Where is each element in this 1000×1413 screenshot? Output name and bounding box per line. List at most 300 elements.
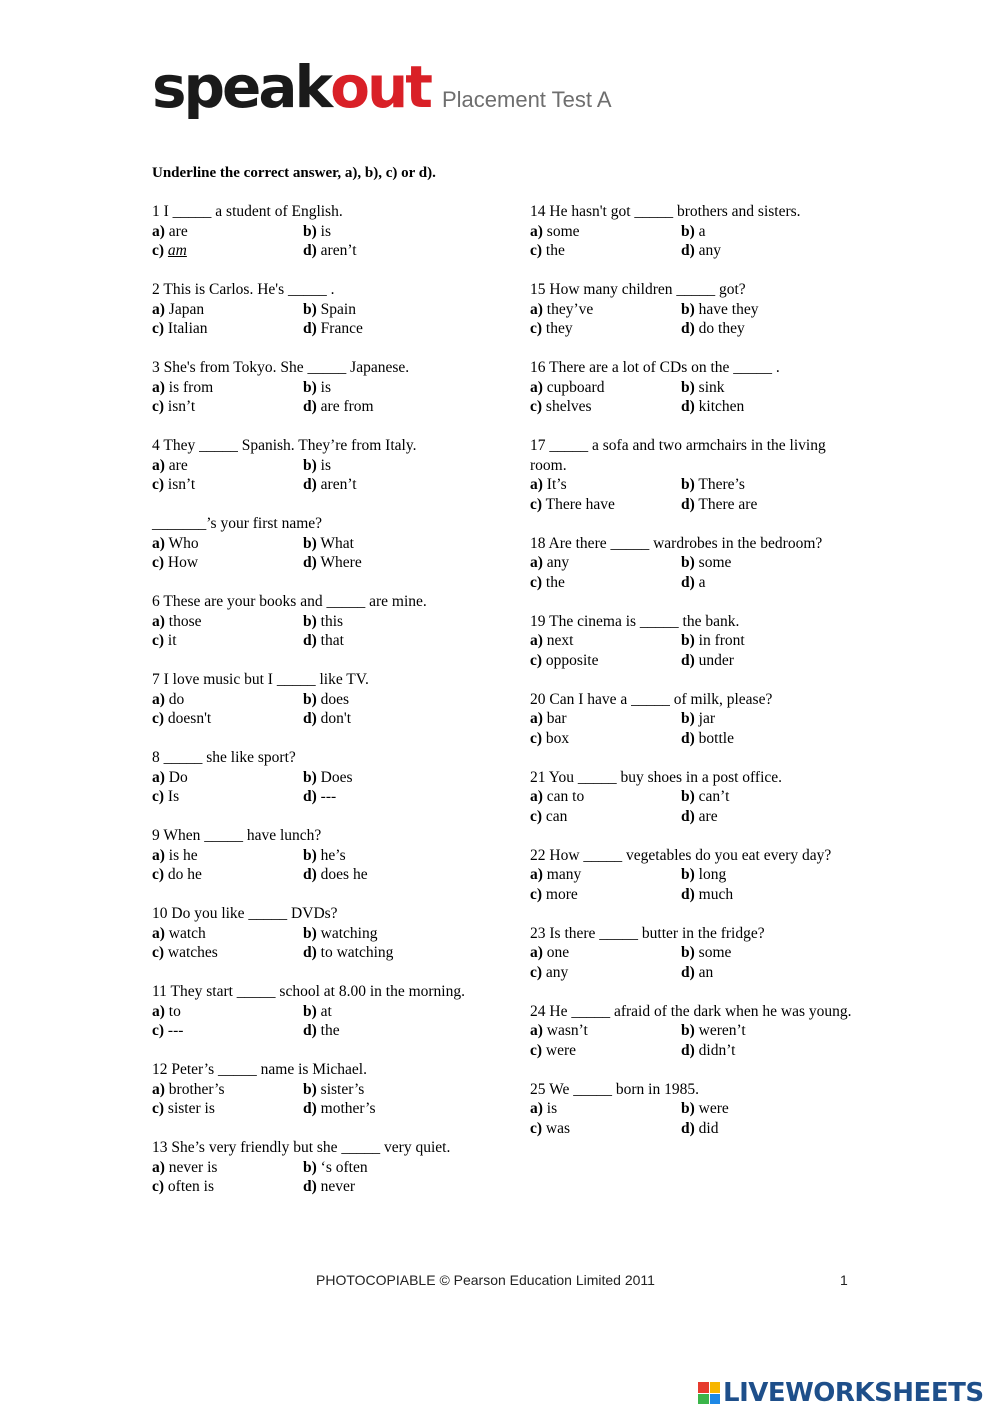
answer-option[interactable] bbox=[152, 690, 303, 710]
question-block bbox=[530, 534, 860, 593]
options-row bbox=[152, 1080, 482, 1100]
options-row bbox=[530, 241, 860, 261]
answer-option[interactable] bbox=[152, 553, 303, 573]
option-letter: b) bbox=[303, 846, 317, 864]
option-letter: d) bbox=[681, 495, 695, 513]
answer-option[interactable] bbox=[530, 573, 681, 593]
options-row bbox=[530, 631, 860, 651]
answer-option[interactable] bbox=[530, 475, 681, 495]
option-text: isn’t bbox=[167, 476, 196, 493]
option-text: There’s bbox=[698, 476, 745, 493]
answer-option[interactable] bbox=[530, 807, 681, 827]
answer-option[interactable] bbox=[681, 807, 832, 827]
option-text: There are bbox=[698, 495, 758, 513]
question-block bbox=[152, 748, 482, 807]
question-block bbox=[530, 768, 860, 827]
option-letter: d) bbox=[303, 632, 317, 649]
option-letter: a) bbox=[152, 768, 165, 786]
question-block bbox=[152, 280, 482, 339]
option-text: that bbox=[320, 632, 344, 649]
answer-option[interactable] bbox=[303, 787, 454, 807]
answer-option[interactable] bbox=[152, 865, 303, 885]
option-letter: d) bbox=[681, 1119, 695, 1137]
answer-option[interactable] bbox=[152, 1002, 303, 1022]
answer-option[interactable] bbox=[530, 885, 681, 905]
options-row bbox=[152, 300, 482, 320]
question-block bbox=[530, 1080, 860, 1139]
option-letter: b) bbox=[303, 300, 317, 318]
option-letter: b) bbox=[681, 378, 695, 396]
answer-option[interactable] bbox=[530, 1099, 681, 1119]
answer-option[interactable] bbox=[303, 924, 454, 944]
question-text: 2 This is Carlos. He's _____ . bbox=[152, 281, 335, 298]
question-block bbox=[152, 826, 482, 885]
options-row bbox=[530, 553, 860, 573]
question-block bbox=[530, 280, 860, 339]
answer-option[interactable] bbox=[303, 397, 454, 417]
answer-option[interactable] bbox=[681, 319, 832, 339]
answer-option[interactable] bbox=[530, 1041, 681, 1061]
option-letter: a) bbox=[530, 222, 543, 240]
answer-option[interactable] bbox=[530, 319, 681, 339]
options-row bbox=[530, 651, 860, 671]
options-row bbox=[530, 1099, 860, 1119]
option-text: the bbox=[320, 1022, 340, 1039]
option-letter: c) bbox=[152, 632, 165, 649]
option-letter: c) bbox=[530, 398, 543, 415]
option-letter: b) bbox=[681, 632, 695, 649]
answer-option[interactable] bbox=[530, 729, 681, 749]
option-letter: c) bbox=[530, 320, 543, 337]
option-letter: a) bbox=[152, 378, 165, 396]
answer-option[interactable] bbox=[681, 475, 832, 495]
answer-option[interactable] bbox=[681, 943, 832, 963]
option-letter: a) bbox=[530, 788, 543, 805]
test-subtitle: Placement Test A bbox=[441, 87, 612, 112]
option-letter: c) bbox=[152, 710, 165, 727]
options-row bbox=[152, 1021, 482, 1041]
answer-option[interactable] bbox=[152, 300, 303, 320]
question-text: 15 How many children _____ got? bbox=[530, 281, 746, 298]
option-letter: a) bbox=[152, 1080, 165, 1098]
option-letter: b) bbox=[681, 788, 695, 805]
question-text: 22 How _____ vegetables do you eat every day? bbox=[530, 846, 832, 864]
answer-option[interactable] bbox=[303, 631, 454, 651]
answer-option[interactable] bbox=[530, 865, 681, 885]
answer-option[interactable] bbox=[681, 1099, 832, 1119]
option-text: the bbox=[545, 242, 565, 259]
option-text: long bbox=[698, 866, 727, 883]
footer-copyright: PHOTOCOPIABLE © Pearson Education Limited 2011 bbox=[316, 1272, 655, 1288]
option-text: --- bbox=[167, 1022, 184, 1039]
answer-option[interactable] bbox=[530, 378, 681, 398]
option-text: is bbox=[546, 1100, 558, 1117]
answer-option[interactable] bbox=[530, 631, 681, 651]
option-letter: c) bbox=[530, 1041, 543, 1059]
options-row bbox=[530, 1021, 860, 1041]
question-text: 21 You _____ buy shoes in a post office. bbox=[530, 768, 783, 786]
brand-out: out bbox=[330, 53, 430, 121]
options-row bbox=[152, 241, 482, 261]
option-text: to bbox=[168, 1002, 181, 1020]
answer-option[interactable] bbox=[303, 475, 454, 495]
question-block bbox=[530, 358, 860, 417]
answer-option[interactable] bbox=[303, 846, 454, 866]
answer-option[interactable] bbox=[530, 1119, 681, 1139]
option-text: opposite bbox=[545, 651, 599, 669]
option-text: they’ve bbox=[546, 300, 594, 318]
options-row bbox=[152, 865, 482, 885]
answer-option[interactable] bbox=[681, 1041, 832, 1061]
answer-option[interactable] bbox=[152, 241, 303, 261]
options-row bbox=[152, 456, 482, 476]
answer-option[interactable] bbox=[303, 319, 454, 339]
answer-option[interactable] bbox=[681, 963, 832, 983]
option-text: a bbox=[698, 222, 706, 240]
option-text: There have bbox=[545, 495, 615, 513]
answer-option[interactable] bbox=[303, 1177, 454, 1197]
answer-option[interactable] bbox=[681, 222, 832, 242]
answer-option[interactable] bbox=[152, 709, 303, 729]
option-letter: b) bbox=[303, 1158, 317, 1176]
options-row bbox=[530, 573, 860, 593]
option-text: to watching bbox=[320, 944, 394, 961]
option-text: have they bbox=[698, 300, 759, 318]
answer-option[interactable] bbox=[152, 787, 303, 807]
question-block bbox=[530, 436, 860, 514]
answer-option[interactable] bbox=[681, 573, 832, 593]
option-letter: b) bbox=[303, 1002, 317, 1020]
option-text: are from bbox=[320, 398, 374, 415]
options-row bbox=[152, 553, 482, 573]
answer-option[interactable] bbox=[303, 1080, 454, 1100]
answer-option[interactable] bbox=[681, 729, 832, 749]
question-text: _______’s your first name? bbox=[152, 515, 323, 532]
option-letter: d) bbox=[303, 788, 317, 805]
answer-option[interactable] bbox=[303, 1158, 454, 1178]
option-letter: d) bbox=[303, 944, 317, 961]
option-text: watches bbox=[167, 944, 218, 961]
option-letter: a) bbox=[530, 300, 543, 318]
option-text: those bbox=[168, 612, 202, 630]
answer-option[interactable] bbox=[303, 222, 454, 242]
option-text: many bbox=[546, 866, 582, 883]
option-text: bar bbox=[546, 710, 567, 727]
answer-option[interactable] bbox=[152, 1177, 303, 1197]
option-letter: a) bbox=[530, 944, 543, 961]
option-text: Do bbox=[168, 768, 188, 786]
option-letter: a) bbox=[152, 300, 165, 318]
answer-option[interactable] bbox=[303, 768, 454, 788]
option-letter: b) bbox=[681, 1022, 695, 1039]
option-letter: d) bbox=[681, 320, 695, 337]
option-text: the bbox=[545, 573, 565, 591]
option-text: this bbox=[320, 612, 344, 630]
option-letter: c) bbox=[530, 729, 543, 747]
answer-option[interactable] bbox=[152, 456, 303, 476]
answer-option[interactable] bbox=[152, 1021, 303, 1041]
option-letter: a) bbox=[530, 1100, 543, 1117]
option-letter: c) bbox=[530, 651, 543, 669]
option-letter: d) bbox=[303, 476, 317, 493]
option-text: kitchen bbox=[698, 398, 745, 415]
option-letter: a) bbox=[530, 866, 543, 883]
answer-option[interactable] bbox=[681, 651, 832, 671]
answer-option[interactable] bbox=[303, 612, 454, 632]
answer-option[interactable] bbox=[681, 553, 832, 573]
answer-option[interactable] bbox=[303, 1099, 454, 1119]
answer-option[interactable] bbox=[681, 631, 832, 651]
option-text: some bbox=[698, 944, 732, 961]
answer-option[interactable] bbox=[530, 1021, 681, 1041]
option-letter: c) bbox=[152, 476, 165, 493]
option-text: Does bbox=[320, 768, 353, 786]
option-text: watching bbox=[320, 924, 378, 942]
option-letter: a) bbox=[152, 1002, 165, 1020]
answer-option[interactable] bbox=[681, 397, 832, 417]
answer-option[interactable] bbox=[303, 1021, 454, 1041]
question-text: 19 The cinema is _____ the bank. bbox=[530, 612, 740, 630]
answer-option[interactable] bbox=[530, 651, 681, 671]
answer-option[interactable] bbox=[530, 963, 681, 983]
option-text: was bbox=[545, 1119, 571, 1137]
option-letter: b) bbox=[681, 300, 695, 318]
option-letter: c) bbox=[530, 573, 543, 591]
option-letter: c) bbox=[152, 1178, 165, 1195]
option-text: is bbox=[320, 456, 332, 474]
option-letter: b) bbox=[681, 866, 695, 883]
answer-option[interactable] bbox=[152, 768, 303, 788]
answer-option[interactable] bbox=[303, 690, 454, 710]
answer-option[interactable] bbox=[530, 709, 681, 729]
option-letter: a) bbox=[152, 534, 165, 552]
options-row bbox=[152, 924, 482, 944]
option-letter: a) bbox=[530, 632, 543, 649]
option-letter: d) bbox=[303, 1022, 317, 1039]
instruction-text: Underline the correct answer, a), b), c) or d). bbox=[152, 165, 436, 181]
option-letter: b) bbox=[303, 534, 317, 552]
option-text: did bbox=[698, 1119, 719, 1137]
answer-option[interactable] bbox=[152, 1158, 303, 1178]
question-text: 11 They start _____ school at 8.00 in the morning. bbox=[152, 983, 465, 1000]
option-text: wasn’t bbox=[546, 1022, 588, 1039]
option-letter: b) bbox=[681, 710, 695, 727]
option-letter: d) bbox=[303, 866, 317, 883]
options-row bbox=[152, 222, 482, 242]
answer-option[interactable] bbox=[530, 787, 681, 807]
option-letter: d) bbox=[303, 320, 317, 337]
answer-option[interactable] bbox=[152, 612, 303, 632]
answer-option[interactable] bbox=[530, 397, 681, 417]
answer-option[interactable] bbox=[530, 300, 681, 320]
option-letter: c) bbox=[152, 866, 165, 883]
question-text: 20 Can I have a _____ of milk, please? bbox=[530, 690, 773, 708]
options-row bbox=[530, 1041, 860, 1061]
option-text: one bbox=[546, 944, 570, 961]
answer-option[interactable] bbox=[681, 378, 832, 398]
answer-option[interactable] bbox=[303, 1002, 454, 1022]
option-text: at bbox=[320, 1002, 332, 1020]
option-letter: b) bbox=[303, 924, 317, 942]
option-text: sink bbox=[698, 378, 725, 396]
option-letter: d) bbox=[681, 1041, 695, 1059]
answer-option[interactable] bbox=[303, 865, 454, 885]
option-text: What bbox=[320, 534, 354, 552]
answer-option[interactable] bbox=[303, 534, 454, 554]
answer-option[interactable] bbox=[152, 222, 303, 242]
answer-option[interactable] bbox=[152, 1099, 303, 1119]
option-text: brother’s bbox=[168, 1080, 225, 1098]
option-text: do they bbox=[698, 320, 745, 337]
options-row bbox=[152, 1099, 482, 1119]
option-text: cupboard bbox=[546, 378, 605, 396]
option-letter: b) bbox=[303, 222, 317, 240]
answer-option[interactable] bbox=[152, 319, 303, 339]
question-text: 12 Peter’s _____ name is Michael. bbox=[152, 1061, 367, 1078]
answer-option[interactable] bbox=[303, 456, 454, 476]
options-row bbox=[530, 475, 860, 495]
question-block bbox=[530, 612, 860, 671]
answer-option[interactable] bbox=[530, 495, 681, 515]
option-letter: d) bbox=[303, 710, 317, 727]
option-text: never bbox=[320, 1178, 356, 1195]
option-text: some bbox=[698, 554, 732, 571]
option-text: bottle bbox=[698, 729, 734, 747]
answer-option[interactable] bbox=[530, 222, 681, 242]
option-text: don't bbox=[320, 710, 352, 727]
option-text: can’t bbox=[698, 788, 730, 805]
answer-option[interactable] bbox=[681, 241, 832, 261]
option-text: is bbox=[320, 378, 332, 396]
option-text: a bbox=[698, 573, 706, 591]
option-letter: c) bbox=[530, 963, 543, 981]
answer-option[interactable] bbox=[152, 534, 303, 554]
option-text: aren’t bbox=[320, 476, 357, 493]
option-letter: a) bbox=[530, 554, 543, 571]
options-row bbox=[152, 1177, 482, 1197]
answer-option[interactable] bbox=[303, 241, 454, 261]
options-row bbox=[530, 709, 860, 729]
option-text: do bbox=[168, 690, 185, 708]
option-text: can bbox=[545, 807, 568, 825]
answer-option[interactable] bbox=[681, 1119, 832, 1139]
question-block bbox=[530, 846, 860, 905]
answer-option[interactable] bbox=[681, 865, 832, 885]
answer-option[interactable] bbox=[303, 300, 454, 320]
option-text: didn’t bbox=[698, 1041, 736, 1059]
liveworksheets-logo[interactable] bbox=[698, 1378, 984, 1408]
answer-option[interactable] bbox=[152, 846, 303, 866]
answer-option[interactable] bbox=[681, 787, 832, 807]
option-text: much bbox=[698, 885, 734, 903]
option-letter: a) bbox=[152, 612, 165, 630]
answer-option[interactable] bbox=[152, 943, 303, 963]
answer-option[interactable] bbox=[152, 397, 303, 417]
answer-option[interactable] bbox=[681, 300, 832, 320]
option-text: any bbox=[546, 554, 570, 571]
answer-option[interactable] bbox=[152, 924, 303, 944]
option-text: am bbox=[167, 242, 187, 259]
question-block bbox=[152, 1138, 482, 1197]
answer-option[interactable] bbox=[152, 631, 303, 651]
option-letter: c) bbox=[530, 807, 543, 825]
answer-option[interactable] bbox=[303, 553, 454, 573]
answer-option[interactable] bbox=[530, 241, 681, 261]
answer-option[interactable] bbox=[681, 1021, 832, 1041]
options-row bbox=[530, 963, 860, 983]
option-text: can to bbox=[546, 788, 585, 805]
option-text: any bbox=[698, 242, 722, 259]
option-letter: b) bbox=[681, 476, 695, 493]
option-letter: a) bbox=[530, 378, 543, 396]
answer-option[interactable] bbox=[530, 553, 681, 573]
answer-option[interactable] bbox=[303, 943, 454, 963]
question-text: 6 These are your books and _____ are mine. bbox=[152, 593, 427, 610]
question-text: 7 I love music but I _____ like TV. bbox=[152, 671, 369, 688]
answer-option[interactable] bbox=[303, 378, 454, 398]
question-text: 3 She's from Tokyo. She _____ Japanese. bbox=[152, 359, 410, 376]
option-text: is from bbox=[168, 378, 214, 396]
options-row bbox=[152, 943, 482, 963]
question-text: 25 We _____ born in 1985. bbox=[530, 1080, 699, 1098]
question-text: 13 She’s very friendly but she _____ very quiet. bbox=[152, 1139, 451, 1156]
options-row bbox=[530, 885, 860, 905]
option-text: Italian bbox=[167, 320, 208, 337]
option-letter: b) bbox=[681, 944, 695, 961]
option-letter: b) bbox=[303, 690, 317, 708]
option-text: Where bbox=[320, 554, 362, 571]
option-text: aren’t bbox=[320, 242, 357, 259]
options-row bbox=[152, 690, 482, 710]
option-letter: c) bbox=[152, 554, 165, 571]
options-row bbox=[152, 612, 482, 632]
option-text: doesn't bbox=[167, 710, 212, 727]
option-text: were bbox=[545, 1041, 577, 1059]
option-letter: c) bbox=[530, 885, 543, 903]
answer-option[interactable] bbox=[681, 885, 832, 905]
brand-logo bbox=[152, 53, 612, 121]
answer-option[interactable] bbox=[681, 709, 832, 729]
option-letter: c) bbox=[530, 1119, 543, 1137]
option-text: mother’s bbox=[320, 1100, 376, 1117]
question-text: 8 _____ she like sport? bbox=[152, 749, 296, 766]
answer-option[interactable] bbox=[303, 709, 454, 729]
answer-option[interactable] bbox=[530, 943, 681, 963]
options-row bbox=[530, 1119, 860, 1139]
answer-option[interactable] bbox=[152, 475, 303, 495]
options-row bbox=[152, 475, 482, 495]
option-letter: d) bbox=[681, 963, 695, 981]
options-row bbox=[152, 631, 482, 651]
question-block bbox=[530, 690, 860, 749]
question-text: 10 Do you like _____ DVDs? bbox=[152, 905, 338, 922]
option-text: Japan bbox=[168, 300, 205, 318]
answer-option[interactable] bbox=[152, 378, 303, 398]
answer-option[interactable] bbox=[152, 1080, 303, 1100]
answer-option[interactable] bbox=[681, 495, 832, 515]
option-text: next bbox=[546, 632, 574, 649]
option-letter: b) bbox=[303, 768, 317, 786]
question-text: 16 There are a lot of CDs on the _____ . bbox=[530, 359, 780, 376]
option-text: never is bbox=[168, 1158, 218, 1176]
question-text: 9 When _____ have lunch? bbox=[152, 827, 322, 844]
option-text: shelves bbox=[545, 398, 592, 415]
option-letter: c) bbox=[152, 788, 165, 805]
question-block bbox=[530, 1002, 860, 1061]
option-text: does bbox=[320, 690, 350, 708]
question-text: 14 He hasn't got _____ brothers and sisters. bbox=[530, 203, 801, 220]
option-letter: d) bbox=[681, 573, 695, 591]
